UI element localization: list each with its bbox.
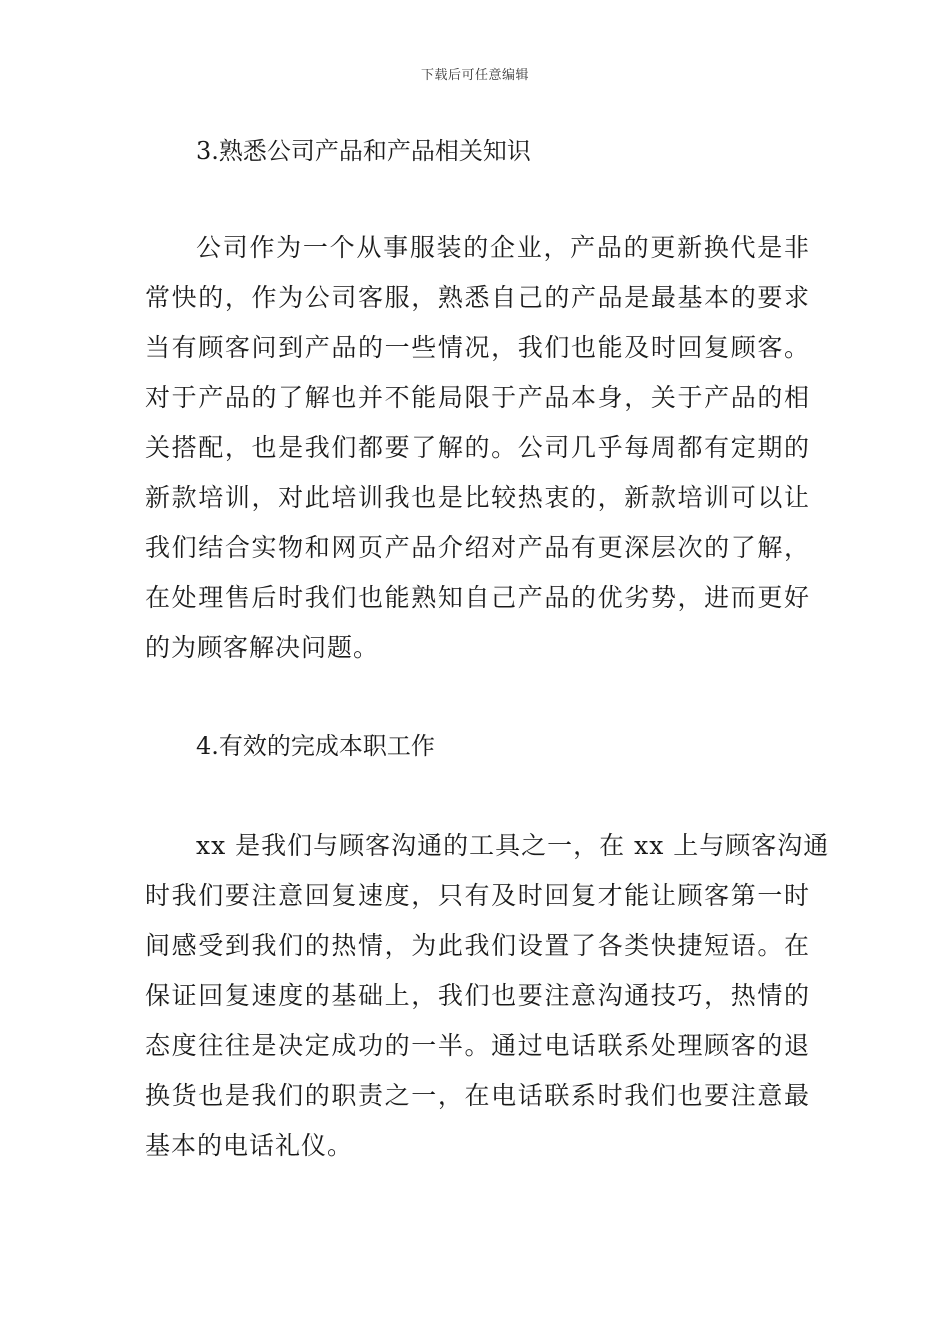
paragraph-line: 在处理售后时我们也能熟知自己产品的优劣势，进而更好 [145,583,810,612]
paragraph-line: 公司作为一个从事服装的企业，产品的更新换代是非 [196,233,810,262]
section-4-heading: 4.有效的完成本职工作 [196,732,435,760]
paragraph-line: 基本的电话礼仪。 [145,1131,354,1160]
section-3-heading: 3.熟悉公司产品和产品相关知识 [196,137,531,165]
paragraph-line: 的为顾客解决问题。 [145,633,380,662]
paragraph-line: 关搭配，也是我们都要了解的。公司几乎每周都有定期的 [145,433,810,462]
paragraph-line: 换货也是我们的职责之一，在电话联系时我们也要注意最 [145,1081,810,1110]
paragraph-line: xx 是我们与顾客沟通的工具之一，在 xx 上与顾客沟通 [196,831,830,860]
paragraph-line: 新款培训，对此培训我也是比较热衷的，新款培训可以让 [145,483,810,512]
paragraph-line: 我们结合实物和网页产品介绍对产品有更深层次的了解， [145,533,810,562]
section-3-paragraph [145,223,810,673]
paragraph-line: 态度往往是决定成功的一半。通过电话联系处理顾客的退 [145,1031,810,1060]
paragraph-line: 对于产品的了解也并不能局限于产品本身，关于产品的相 [145,383,810,412]
paragraph-line: 时我们要注意回复速度，只有及时回复才能让顾客第一时 [145,881,810,910]
paragraph-line: 常快的，作为公司客服，熟悉自己的产品是最基本的要求 [145,283,810,312]
paragraph-line: 保证回复速度的基础上，我们也要注意沟通技巧，热情的 [145,981,810,1010]
page-header: 下载后可任意编辑 [420,68,529,83]
section-4-paragraph [145,821,830,1171]
paragraph-line: 当有顾客问到产品的一些情况，我们也能及时回复顾客。 [145,333,810,362]
paragraph-line: 间感受到我们的热情，为此我们设置了各类快捷短语。在 [145,931,810,960]
